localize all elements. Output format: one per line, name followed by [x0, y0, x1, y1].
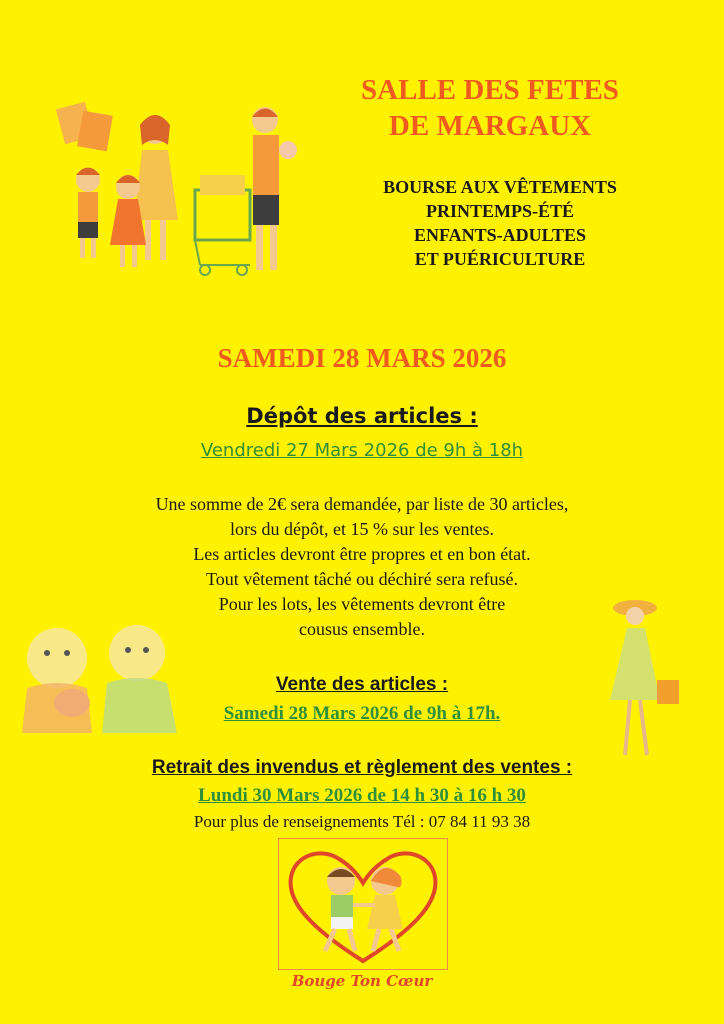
rules-line-4: Tout vêtement tâché ou déchiré sera refusé. — [205, 569, 519, 589]
event-subtitle — [330, 175, 670, 271]
rules-line-6: cousus ensemble. — [299, 619, 425, 639]
rules-line-1: Une somme de 2€ sera demandée, par liste de 30 articles, — [155, 494, 569, 514]
deposit-title: Dépôt des articles : — [246, 404, 478, 428]
venue-title — [300, 72, 680, 144]
venue-line-1: SALLE DES FETES — [361, 74, 619, 106]
return-date: Lundi 30 Mars 2026 de 14 h 30 à 16 h 30 — [198, 785, 526, 806]
subtitle-line-3: ENFANTS-ADULTES — [413, 225, 587, 245]
association-logo — [278, 838, 448, 970]
deposit-date: Vendredi 27 Mars 2026 de 9h à 18h — [200, 440, 524, 461]
subtitle-line-4: ET PUÉRICULTURE — [414, 249, 586, 269]
family-shopping-illustration — [50, 95, 310, 295]
venue-line-2: DE MARGAUX — [388, 110, 592, 142]
subtitle-line-2: PRINTEMPS-ÉTÉ — [425, 201, 575, 221]
rules-line-3: Les articles devront être propres et en bon état. — [193, 544, 531, 564]
rules-line-5: Pour les lots, les vêtements devront être — [218, 594, 506, 614]
return-title: Retrait des invendus et règlement des ventes : — [151, 757, 573, 778]
subtitle-line-1: BOURSE AUX VÊTEMENTS — [383, 177, 617, 197]
event-date: SAMEDI 28 MARS 2026 — [217, 343, 507, 373]
logo-caption: Bouge Ton Cœur — [291, 972, 433, 990]
contact-info: Pour plus de renseignements Tél : 07 84 11 93 38 — [193, 812, 531, 831]
sale-title: Vente des articles : — [275, 674, 449, 695]
heart-kids-icon — [279, 839, 447, 969]
rules-line-2: lors du dépôt, et 15 % sur les ventes. — [230, 519, 494, 539]
sale-date: Samedi 28 Mars 2026 de 9h à 17h. — [223, 703, 501, 724]
